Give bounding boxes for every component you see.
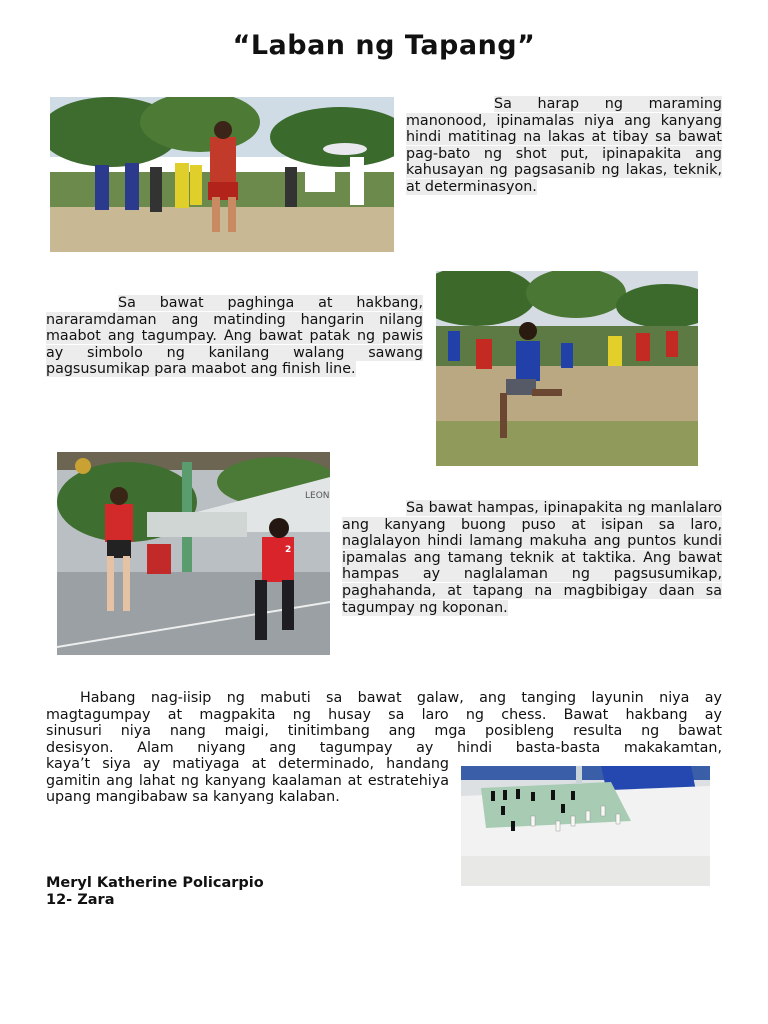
volleyball-text: Sa bawat hampas, ipinapakita ng manlalaro ang kanyang buong puso at isipan sa laro, naglalayon hindi lamang makuha ang puntos kundi ipamalas ang tamang teknik at taktika. Ang bawat hampas ay naglalaman ng pagsusumikap, paghahanda, at tapang na magbibigay daan sa tagumpay ng koponan. bbox=[342, 500, 722, 616]
shot-put-photo bbox=[50, 97, 394, 252]
shot-put-text: Sa harap ng maraming manonood, ipinamalas niya ang kanyang hindi matitinag na lakas at tibay sa bawat pag-bato ng shot put, ipinapakita ang kahusayan ng pagsasanib ng lakas, teknik, at determinasyon. bbox=[406, 96, 722, 195]
chess-line-4: desisyon. Alam niyang ang tagumpay ay hindi basta-basta makakamtan, bbox=[46, 739, 722, 756]
chess-paragraph-top bbox=[46, 690, 722, 756]
chess-paragraph-wrap bbox=[46, 756, 449, 806]
author-name: Meryl Katherine Policarpio bbox=[46, 875, 264, 891]
chess-wrap-text: kaya’t siya ay matiyaga at determinado, handang gamitin ang lahat ng kanyang kaalaman at estratehiya upang mangibabaw sa kanyang kalaban. bbox=[46, 756, 449, 806]
chess-line-3: sinusuri niya nang maigi, tinitimbang ang mga posibleng resulta ng bawat bbox=[46, 723, 722, 740]
article-title: “Laban ng Tapang” bbox=[232, 30, 536, 61]
shot-put-paragraph bbox=[406, 96, 722, 196]
running-race-photo bbox=[436, 271, 698, 466]
volleyball-banner-text: LEON bbox=[305, 491, 330, 501]
volleyball-photo bbox=[57, 452, 330, 655]
author-block bbox=[46, 875, 264, 909]
chess-line-2: magtagumpay at magpakita ng husay sa laro ng chess. Bawat hakbang ay bbox=[46, 706, 722, 723]
running-text: Sa bawat paghinga at hakbang, nararamdaman ang matinding hangarin nilang maabot ang tagumpay. Ang bawat patak ng pawis ay simbolo ng kanilang walang sawang pagsusumikap para maabot ang finish line. bbox=[46, 295, 423, 378]
jersey-number-text: 2 bbox=[285, 545, 292, 555]
chess-line-1: Habang nag-iisip ng mabuti sa bawat galaw, ang tanging layunin niya ay bbox=[80, 690, 722, 706]
chess-photo bbox=[461, 766, 710, 886]
volleyball-paragraph bbox=[342, 500, 722, 616]
author-section: 12- Zara bbox=[46, 892, 115, 908]
running-paragraph bbox=[46, 295, 423, 378]
